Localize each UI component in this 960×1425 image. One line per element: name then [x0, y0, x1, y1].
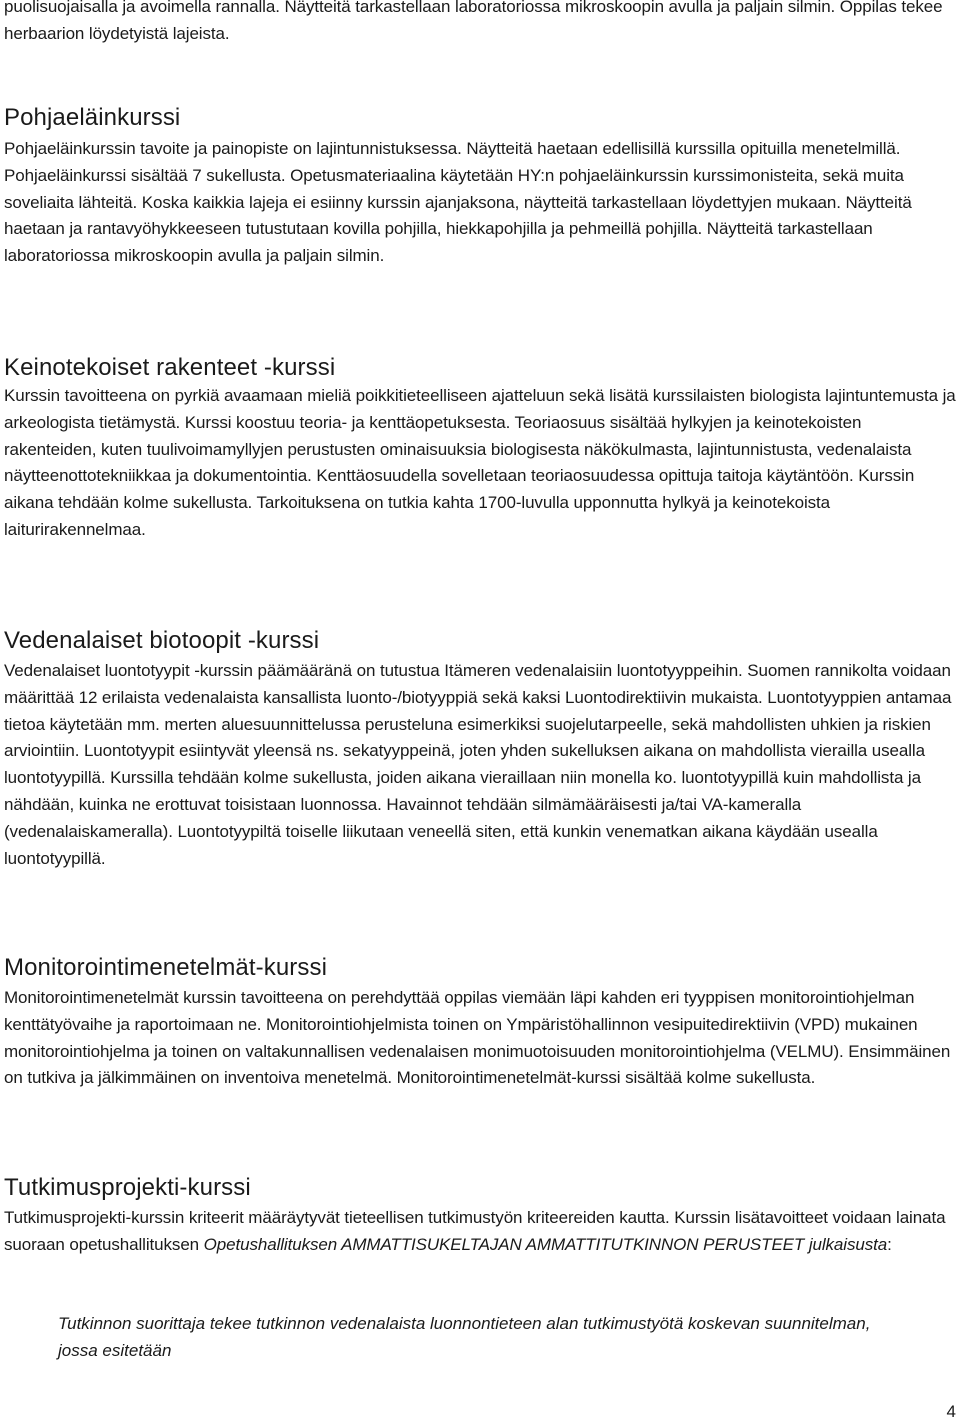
section-body-tutkimusprojekti — [4, 1205, 956, 1259]
section-body-vedenalaiset-biotoopit: Vedenalaiset luontotyypit -kurssin päämääränä on tutustua Itämeren vedenalaisiin luontotyyppeihin. Suomen rannikolta voidaan määrittää 12 erilaista vedenalaista kansallista luonto-/biotyyppiä sekä kaksi Luontodirektiivin mukaista. Luontotyyppien antamaa tietoa käytetään mm. merten aluesuunnittelussa perusteluna esimerkiksi suojelutarpeelle, sekä mahdollisten uhkien ja riskien arviointiin. Luontotyypit esiintyvät yleensä ns. sekatyyppeinä, joten yhden sukelluksen aikana on mahdollista vierailla usealla luontotyypillä. Kurssilla tehdään kolme sukellusta, joiden aikana vieraillaan niin monella ko. luontotyypillä kuin mahdollista ja nähdään, kuinka ne erottuvat toisistaan luonnossa. Havainnot tehdään silmämääräisesti ja/tai VA-kameralla (vedenalaiskameralla). Luontotyypiltä toiselle liikutaan veneellä siten, että kunkin venematkan aikana käydään usealla luontotyypillä. — [4, 661, 952, 868]
section-body-keinotekoiset-rakenteet: Kurssin tavoitteena on pyrkiä avaamaan mieliä poikkitieteelliseen ajatteluun sekä lisätä kurssilaisten biologista lajintuntemusta ja arkeologista tietämystä. Kurssi koostuu teoria- ja kenttäopetuksesta. Teoriaosuus sisältää hylkyjen ja keinotekoisten rakenteiden, kuten tuulivoimamyllyjen perustusten ominaisuuksia biologisesta näkökulmasta, lajintunnistusta, vedenalaista näytteenottotekniikkaa ja dokumentointia. Kenttäosuudella sovelletaan teoriaosuudessa opittuja taitoja käytäntöön. Kurssin aikana tehdään kolme sukellusta. Tarkoituksena on tutkia kahta 1700-luvulla upponnutta hylkyä ja keinotekoista laiturirakennelmaa. — [4, 386, 956, 539]
section-heading-tutkimusprojekti: Tutkimusprojekti-kurssi — [4, 1174, 251, 1201]
section-heading-keinotekoiset-rakenteet: Keinotekoiset rakenteet -kurssi — [4, 354, 336, 381]
section-body-end: : — [887, 1234, 892, 1254]
publication-title: Opetushallituksen AMMATTISUKELTAJAN AMMATTITUTKINNON PERUSTEET julkaisusta — [203, 1234, 888, 1254]
section-body-pohjaelainkurssi: Pohjaeläinkurssin tavoite ja painopiste on lajintunnistuksessa. Näytteitä haetaan edellisillä kurssilla opituilla menetelmillä. Pohjaeläinkurssi sisältää 7 sukellusta. Opetusmateriaalina käytetään HY:n pohjaeläinkurssin kurssimonisteita, sekä muita soveliaita lähteitä. Koska kaikkia lajeja ei esiinny kurssin ajanjaksona, näytteitä tarkastellaan löydettyjen mukaan. Näytteitä haetaan ja rantavyöhykkeeseen tutustutaan kovilla pohjilla, hiekkapohjilla ja pehmeillä pohjilla. Näytteitä tarkastellaan laboratoriossa mikroskoopin avulla ja paljain silmin. — [4, 139, 912, 266]
intro-paragraph: puolisuojaisalla ja avoimella rannalla. Näytteitä tarkastellaan laboratoriossa mikroskoopin avulla ja paljain silmin. Oppilas tekee herbaarion löydetyistä lajeista. — [4, 0, 943, 43]
section-heading-monitorointimenetelmat: Monitorointimenetelmät-kurssi — [4, 954, 328, 981]
page-number: 4 — [946, 1402, 956, 1421]
section-heading-pohjaelainkurssi: Pohjaeläinkurssi — [4, 104, 181, 131]
section-body-monitorointimenetelmat: Monitorointimenetelmät kurssin tavoitteena on perehdyttää oppilas viemään läpi kahden eri tyyppisen monitorointiohjelman kenttätyövaihe ja raportoimaan ne. Monitorointiohjelmista toinen on Ympäristöhallinnon vesipuitedirektiivin (VPD) mukainen monitorointiohjelma ja toinen on valtakunnallisen vedenalaisen monimuotoisuuden monitorointiohjelma (VELMU). Ensimmäinen on tutkiva ja jälkimmäinen on inventoiva menetelmä. Monitorointimenetelmät-kurssi sisältää kolme sukellusta. — [4, 988, 951, 1088]
block-quote: Tutkinnon suorittaja tekee tutkinnon vedenalaista luonnontieteen alan tutkimustyötä koskevan suunnitelman, jossa esitetään — [58, 1314, 871, 1360]
section-heading-vedenalaiset-biotoopit: Vedenalaiset biotoopit -kurssi — [4, 627, 320, 654]
section-body-text: Tutkimusprojekti-kurssin kriteerit määräytyvät tieteellisen tutkimustyön kriteereiden kautta. Kurssin lisätavoitteet voidaan lainata suoraan opetushallituksen — [4, 1208, 946, 1254]
